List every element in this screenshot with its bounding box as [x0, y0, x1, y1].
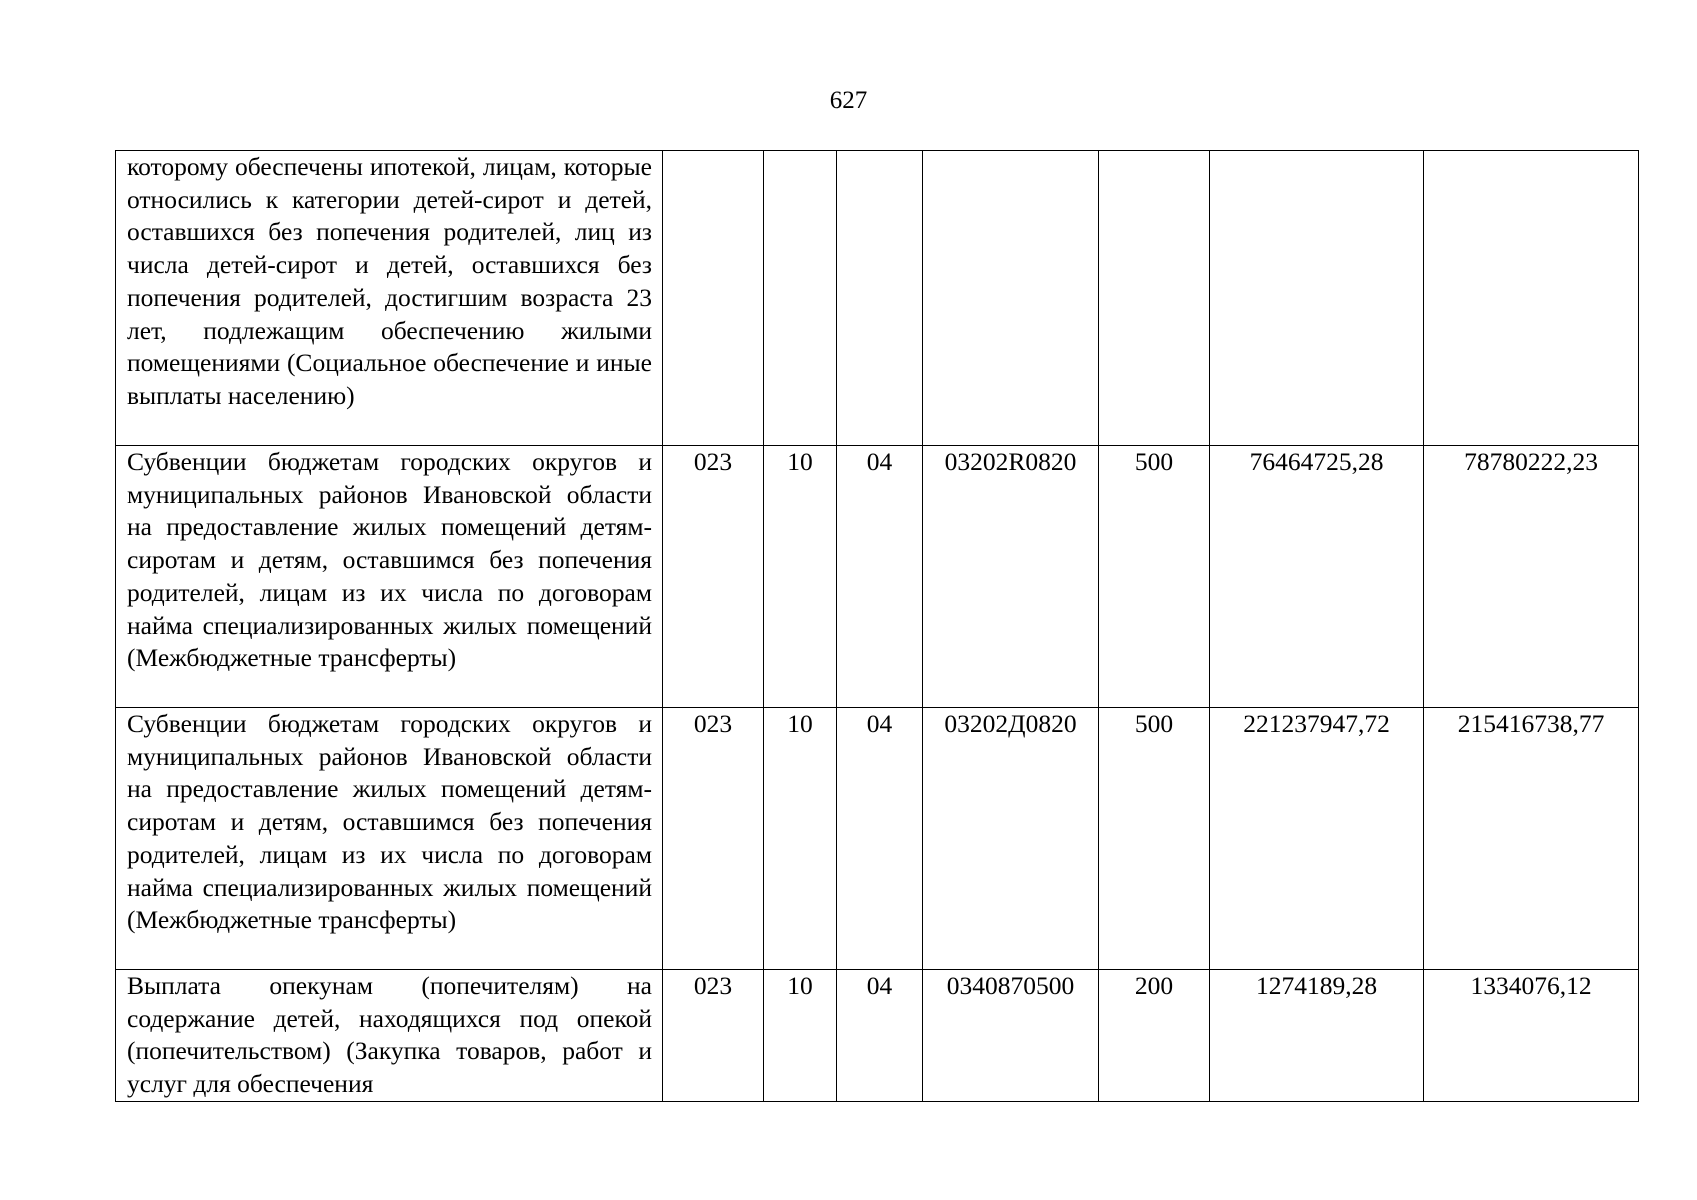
table-row: [116, 970, 1639, 1102]
section-code: 10: [764, 970, 837, 1102]
sum-year-1: 1274189,28: [1210, 970, 1424, 1102]
ministry-code: 023: [663, 446, 764, 708]
expense-type-code: 500: [1099, 708, 1210, 970]
target-article-code: 0340870500: [923, 970, 1099, 1102]
ministry-code: 023: [663, 970, 764, 1102]
subsection-code: 04: [837, 970, 923, 1102]
table-row: [116, 151, 1639, 446]
table-row: [116, 446, 1639, 708]
row-description: Выплата опекунам (попечителям) на содержание детей, находящихся под опекой (попечительством) (Закупка товаров, работ и услуг для обеспечения: [116, 970, 663, 1102]
page-number: 627: [829, 87, 868, 114]
subsection-code: 04: [837, 708, 923, 970]
expense-type-code: 500: [1099, 446, 1210, 708]
sum-year-2: 1334076,12: [1424, 970, 1639, 1102]
row-description: которому обеспечены ипотекой, лицам, которые относились к категории детей-сирот и детей, оставшихся без попечения родителей, лиц из числа детей-сирот и детей, оставшихся без попечения родителей, достигшим возраста 23 лет, подлежащим обеспечению жилыми помещениями (Социальное обеспечение и иные выплаты населению): [116, 151, 663, 446]
sum-year-1: [1210, 151, 1424, 446]
sum-year-2: 215416738,77: [1424, 708, 1639, 970]
target-article-code: 03202Д0820: [923, 708, 1099, 970]
row-description: Субвенции бюджетам городских округов и муниципальных районов Ивановской области на предоставление жилых помещений детям-сиротам и детям, оставшимся без попечения родителей, лицам из их числа по договорам найма специализированных жилых помещений (Межбюджетные трансферты): [116, 446, 663, 708]
expense-type-code: 200: [1099, 970, 1210, 1102]
target-article-code: [923, 151, 1099, 446]
budget-table: [115, 150, 1639, 1102]
section-code: 10: [764, 446, 837, 708]
subsection-code: [837, 151, 923, 446]
sum-year-2: [1424, 151, 1639, 446]
section-code: 10: [764, 708, 837, 970]
table-row: [116, 708, 1639, 970]
sum-year-1: 76464725,28: [1210, 446, 1424, 708]
row-description: Субвенции бюджетам городских округов и муниципальных районов Ивановской области на предоставление жилых помещений детям-сиротам и детям, оставшимся без попечения родителей, лицам из их числа по договорам найма специализированных жилых помещений (Межбюджетные трансферты): [116, 708, 663, 970]
ministry-code: [663, 151, 764, 446]
sum-year-2: 78780222,23: [1424, 446, 1639, 708]
sum-year-1: 221237947,72: [1210, 708, 1424, 970]
expense-type-code: [1099, 151, 1210, 446]
section-code: [764, 151, 837, 446]
target-article-code: 03202R0820: [923, 446, 1099, 708]
ministry-code: 023: [663, 708, 764, 970]
subsection-code: 04: [837, 446, 923, 708]
